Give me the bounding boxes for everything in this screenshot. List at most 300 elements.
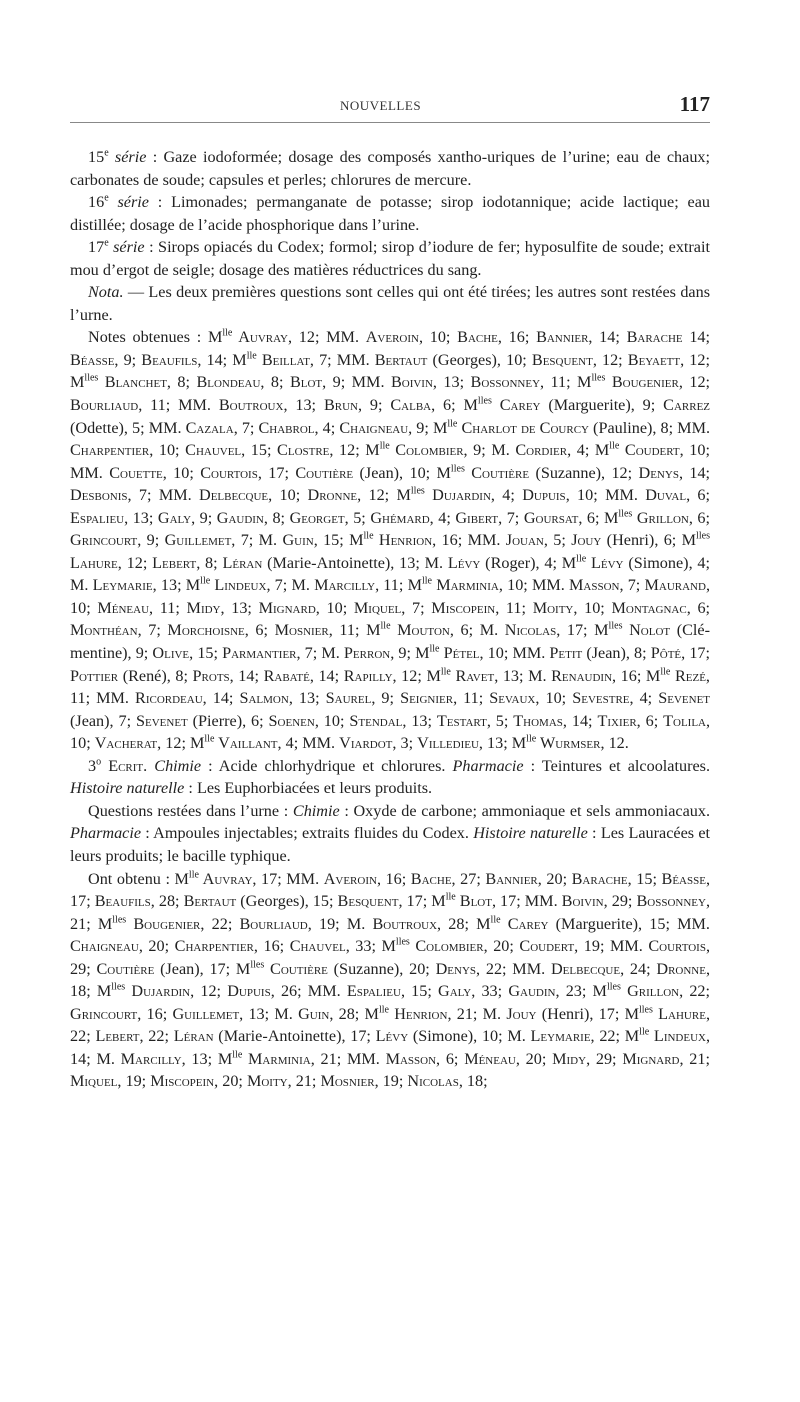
person-name: Bache: [410, 869, 452, 888]
person-name: Charpentier: [174, 937, 254, 956]
superscript: lle: [222, 327, 233, 339]
text-run: , 4;: [629, 689, 659, 708]
person-name: Dronne: [656, 959, 706, 978]
text-run: , 18;: [458, 1072, 488, 1091]
text-run: 15: [88, 148, 105, 166]
text-run: , 7; M.: [266, 576, 315, 595]
superscript: lles: [450, 463, 465, 475]
page-header: [70, 92, 710, 123]
text-run: , 21; M: [70, 892, 710, 933]
person-name: Bourliaud: [239, 914, 308, 933]
person-name: Miquel: [353, 598, 402, 617]
text-run: , 9; MM.: [322, 373, 391, 392]
person-name: Blanchet: [98, 373, 167, 392]
text-run: (Clémentine), 9;: [70, 621, 710, 663]
person-name: Jouy: [571, 531, 602, 550]
text-run: (Jean), 10; M: [353, 463, 451, 482]
person-name: Lahure: [70, 553, 118, 572]
italic-text: Histoire naturelle: [70, 779, 185, 798]
person-name: Thomas: [513, 711, 563, 730]
text-run: , 6;: [686, 486, 711, 505]
text-run: : Les Euphorbiacées et leurs produits.: [184, 779, 433, 798]
text-run: , 9;: [137, 531, 165, 550]
person-name: Leymarie: [530, 1027, 591, 1046]
paragraph: [70, 868, 710, 1093]
text-run: , 28; M: [329, 1004, 379, 1023]
text-run: (Henri), 6; M: [601, 531, 697, 550]
person-name: Miquel: [70, 1072, 118, 1091]
text-run: , 12; M: [392, 666, 441, 685]
paragraph: [70, 191, 710, 236]
person-name: Pôté: [650, 644, 682, 663]
body-text: [70, 146, 710, 1093]
person-name: Marminia: [432, 576, 499, 595]
text-run: (Henri), 17; M: [536, 1004, 639, 1023]
text-run: , 13;: [124, 508, 158, 527]
person-name: Averoin: [365, 328, 419, 347]
person-name: Gaudin: [216, 508, 264, 527]
person-name: Galy: [438, 982, 472, 1001]
person-name: Blot: [289, 373, 323, 392]
text-run: , 33; M: [345, 937, 396, 956]
superscript: lle: [380, 621, 391, 633]
text-run: , 10; MM.: [565, 486, 646, 505]
text-run: , 14;: [309, 666, 344, 685]
text-run: , 6;: [686, 598, 711, 617]
text-run: , 16;: [137, 1004, 173, 1023]
text-run: , 6;: [688, 508, 710, 527]
person-name: Galy: [157, 508, 192, 527]
text-run: , 9;: [114, 350, 142, 369]
text-run: , 12;: [117, 553, 153, 572]
person-name: Lahure: [652, 1004, 706, 1023]
text-run: , 11;: [453, 689, 490, 708]
text-run: , 29;: [603, 892, 637, 911]
superscript: lle: [609, 440, 620, 452]
text-run: , 28;: [150, 892, 184, 911]
superscript: lle: [379, 440, 390, 452]
person-name: Salmon: [239, 689, 289, 708]
person-name: Goursat: [523, 508, 579, 527]
person-name: Wurmser: [536, 734, 601, 753]
person-name: Guin: [298, 1004, 330, 1023]
superscript: lles: [250, 959, 265, 971]
text-run: , 10; MM.: [70, 441, 710, 482]
person-name: Coutière: [295, 463, 354, 482]
text-run: , 13;: [220, 598, 259, 617]
superscript: lles: [638, 1004, 653, 1016]
text-run: , 10;: [535, 689, 573, 708]
person-name: Brun: [323, 396, 358, 415]
person-name: Chaigneau: [339, 418, 409, 437]
person-name: Coutière: [264, 959, 328, 978]
person-name: Charlot de Courcy: [457, 418, 589, 437]
person-name: Delbecque: [550, 959, 621, 978]
text-run: (Roger), 4; M: [480, 553, 577, 572]
text-run: (Georges), 10;: [427, 350, 532, 369]
text-run: , 11; MM.: [138, 396, 219, 415]
text-run: , 6;: [436, 1049, 465, 1068]
text-run: (Simone), 4; M.: [70, 553, 711, 595]
person-name: Moity: [246, 1072, 288, 1091]
text-run: , 10;: [315, 598, 354, 617]
text-run: 16: [88, 193, 105, 212]
text-run: , 7;: [619, 576, 645, 595]
superscript: lles: [410, 485, 425, 497]
person-name: Gaudin: [508, 982, 556, 1001]
paragraph: [70, 755, 710, 800]
person-name: Nicolas: [407, 1072, 459, 1091]
text-run: , 22;: [139, 1027, 174, 1046]
superscript: lle: [204, 733, 215, 745]
text-run: , 27;: [451, 869, 486, 888]
person-name: Colombier: [409, 937, 484, 956]
text-run: , 9;: [191, 508, 217, 527]
person-name: Bougenier: [126, 914, 201, 933]
person-name: Béasse: [70, 350, 115, 369]
text-run: 3: [88, 756, 97, 775]
text-run: : Les Lauracées et leurs produits; le bacille typhique.: [70, 824, 711, 865]
text-run: , 21; M.: [447, 1004, 507, 1023]
person-name: Denys: [638, 463, 679, 482]
paragraph: [70, 800, 710, 868]
person-name: Testart: [436, 711, 487, 730]
text-run: , 14;: [202, 689, 240, 708]
person-name: Bourliaud: [70, 396, 139, 415]
person-name: Espalieu: [346, 982, 401, 1001]
text-run: (Georges), 15;: [236, 892, 338, 911]
person-name: Blot: [455, 892, 492, 911]
text-run: , 6;: [244, 621, 275, 640]
person-name: Coudert: [519, 937, 575, 956]
text-run: , 3;: [392, 734, 418, 753]
paragraph: [70, 236, 710, 281]
person-name: Midy: [552, 1049, 587, 1068]
text-run: : Teintures et alcoolatures.: [523, 756, 710, 775]
text-run: , 15;: [627, 869, 662, 888]
text-run: , 11;: [495, 598, 533, 617]
person-name: Lebert: [95, 1027, 140, 1046]
person-name: Tixier: [597, 711, 637, 730]
person-name: Calba: [390, 396, 432, 415]
text-run: , 6; M.: [449, 621, 505, 640]
text-run: , 15;: [189, 644, 223, 663]
text-run: , 26; MM.: [270, 982, 347, 1001]
person-name: Bougenier: [605, 373, 679, 392]
text-run: , 7; M.: [231, 531, 283, 550]
text-run: , 12;: [678, 373, 711, 392]
text-run: (Simone), 10; M.: [408, 1027, 531, 1046]
text-run: Notes obtenues : M: [88, 328, 223, 347]
person-name: Averoin: [323, 869, 377, 888]
page-number: 117: [679, 92, 710, 116]
person-name: Grincourt: [70, 1004, 138, 1023]
superscript: lle: [440, 666, 451, 678]
person-name: Besquent: [531, 350, 593, 369]
text-run: , 10; MM.: [498, 576, 569, 595]
person-name: Mignard: [258, 598, 316, 617]
person-name: Guillemet: [164, 531, 232, 550]
person-name: Marcilly: [120, 1049, 182, 1068]
text-run: , 7;: [233, 418, 259, 437]
person-name: Midy: [186, 598, 221, 617]
person-name: Beyaett: [627, 350, 681, 369]
text-run: , 11;: [149, 598, 187, 617]
text-run: (Marguerite), 15; MM.: [548, 914, 710, 933]
text-run: , 10;: [70, 576, 710, 617]
text-run: , 4; M: [567, 441, 610, 460]
superscript: lles: [606, 981, 621, 993]
text-run: , 7; M.: [296, 644, 344, 663]
superscript: lles: [608, 621, 623, 633]
person-name: Carey: [491, 396, 541, 415]
person-name: Bannier: [536, 328, 589, 347]
text-run: , 17;: [257, 463, 296, 482]
person-name: Mignard: [622, 1049, 680, 1068]
person-name: Boivin: [561, 892, 604, 911]
person-name: Jouan: [505, 531, 544, 550]
person-name: Chauvel: [289, 937, 346, 956]
text-run: , 20;: [483, 937, 520, 956]
superscript: lle: [639, 1026, 650, 1038]
person-name: Monthéan: [70, 621, 138, 640]
person-name: Guin: [282, 531, 314, 550]
text-run: , 22; M: [590, 1027, 640, 1046]
superscript: lles: [112, 914, 127, 926]
person-name: Mosnier: [274, 621, 329, 640]
text-run: , 7;: [137, 621, 168, 640]
text-run: , 20;: [515, 1049, 553, 1068]
text-run: 14;: [682, 328, 711, 347]
person-name: Ricordeau: [135, 689, 203, 708]
text-run: , 13;: [288, 689, 326, 708]
person-name: Bertaut: [183, 892, 237, 911]
person-name: Rezé: [670, 666, 706, 685]
person-name: Méneau: [464, 1049, 516, 1068]
person-name: Couette: [109, 463, 163, 482]
text-run: (Marguerite), 9;: [540, 396, 664, 415]
person-name: Méneau: [97, 598, 150, 617]
text-run: , 10;: [314, 711, 350, 730]
person-name: Lévy: [447, 553, 481, 572]
text-run: , 8;: [166, 373, 197, 392]
text-run: , 16; MM.: [432, 531, 506, 550]
text-run: , 17; M: [556, 621, 609, 640]
person-name: Boutroux: [218, 396, 284, 415]
superscript: lles: [618, 508, 633, 520]
text-run: , 19;: [374, 1072, 408, 1091]
text-run: , 20;: [214, 1072, 247, 1091]
superscript: o: [96, 756, 102, 768]
text-run: , 4;: [314, 418, 340, 437]
person-name: Parmantier: [222, 644, 297, 663]
person-name: Rabaté: [263, 666, 310, 685]
person-name: Bossonney: [636, 892, 706, 911]
text-run: , 29;: [70, 937, 710, 978]
person-name: Saurel: [325, 689, 372, 708]
superscript: lle: [447, 418, 458, 430]
text-run: , 16;: [497, 328, 537, 347]
text-run: , 9; M: [390, 644, 430, 663]
text-run: , 9;: [371, 689, 401, 708]
text-run: , 11; M: [328, 621, 381, 640]
person-name: Dupuis: [522, 486, 566, 505]
italic-text: Chimie: [154, 756, 202, 775]
text-run: , 8;: [260, 373, 290, 392]
text-run: : Oxyde de carbone; ammoniaque et sels ammoniacaux.: [339, 801, 710, 820]
superscript: lle: [421, 576, 432, 587]
superscript: lle: [429, 643, 440, 655]
superscript: lle: [188, 869, 199, 881]
text-run: , 17;: [70, 869, 710, 911]
paragraph: [70, 326, 710, 754]
italic-text: série: [108, 238, 145, 257]
person-name: Coutière: [464, 463, 530, 482]
person-name: Prots: [192, 666, 230, 685]
text-run: , 7; MM.: [127, 486, 199, 505]
text-run: , 17; M: [398, 892, 446, 911]
person-name: Courtois: [648, 937, 706, 956]
text-run: , 4;: [490, 486, 523, 505]
person-name: Viardot: [339, 734, 393, 753]
superscript: lle: [490, 914, 501, 926]
paragraph: [70, 146, 710, 191]
person-name: Morchoisne: [167, 621, 245, 640]
text-run: , 13;: [432, 373, 471, 392]
text-run: , 12; M: [357, 486, 411, 505]
person-name: Bertaut: [374, 350, 428, 369]
superscript: lle: [363, 530, 374, 542]
superscript: lles: [84, 373, 99, 385]
text-run: , 5;: [486, 711, 514, 730]
text-run: , 15;: [241, 441, 278, 460]
text-run: , 22;: [200, 914, 240, 933]
superscript: lle: [576, 553, 587, 565]
text-run: — Les deux premières questions sont celles qui ont été tirées; les autres sont restées dans l’urne.: [70, 283, 710, 324]
text-run: , 15; M: [313, 531, 364, 550]
person-name: Perron: [343, 644, 391, 663]
person-name: Auvray: [198, 869, 253, 888]
superscript: lle: [200, 576, 211, 587]
text-run: (Pauline), 8; MM.: [588, 418, 711, 437]
text-run: (Marie-Antoinette), 13; M.: [262, 553, 448, 572]
text-run: , 10;: [149, 441, 186, 460]
text-run: , 11; M: [540, 373, 592, 392]
person-name: Boutroux: [372, 914, 438, 933]
person-name: Dupuis: [227, 982, 271, 1001]
person-name: Jouy: [506, 1004, 537, 1023]
superscript: lles: [395, 936, 410, 948]
text-run: , 15;: [400, 982, 439, 1001]
text-run: , 14;: [229, 666, 264, 685]
text-run: , 7; MM.: [309, 350, 375, 369]
person-name: Sevenet: [658, 689, 711, 708]
text-run: Questions restées dans l’urne :: [88, 801, 293, 820]
italic-text: série: [108, 193, 149, 212]
person-name: Lindeux: [649, 1027, 706, 1046]
text-run: , 13; M: [478, 734, 527, 753]
text-run: , 4;: [429, 508, 456, 527]
person-name: Auvray: [232, 328, 288, 347]
superscript: lles: [477, 395, 492, 407]
text-run: 17: [88, 238, 105, 257]
text-run: : Acide chlorhydrique et chlorures.: [201, 756, 453, 775]
text-run: (Odette), 5; MM.: [70, 418, 186, 437]
text-run: , 18; M: [70, 959, 710, 1001]
italic-text: Histoire naturelle: [473, 824, 588, 843]
text-run: , 16;: [376, 869, 411, 888]
person-name: Dronne: [307, 486, 358, 505]
text-run: , 12; MM.: [288, 328, 366, 347]
person-name: Bache: [457, 328, 498, 347]
text-run: , 24;: [620, 959, 657, 978]
person-name: Beaufils: [94, 892, 151, 911]
superscript: lles: [591, 373, 606, 385]
running-head: NOUVELLES: [340, 98, 422, 113]
text-run: , 6;: [636, 711, 664, 730]
text-run: , 33;: [471, 982, 509, 1001]
text-run: : Limonades; permanganate de potasse; sirop iodotannique; acide lactique; eau distillée; dosage de l’acide phosphorique dans l’urine.: [70, 193, 710, 234]
text-run: , 5;: [543, 531, 572, 550]
person-name: Mouton: [390, 621, 450, 640]
person-name: Grillon: [632, 508, 689, 527]
person-name: Chabrol: [258, 418, 315, 437]
text-run: , 22;: [70, 1004, 710, 1046]
text-run: , 13; M.: [239, 1004, 299, 1023]
person-name: Pétel: [439, 644, 480, 663]
text-run: (Jean), 8;: [582, 644, 651, 663]
text-run: , 8;: [196, 553, 223, 572]
text-run: , 13; M: [181, 1049, 233, 1068]
person-name: Carey: [500, 914, 549, 933]
person-name: Moity: [532, 598, 574, 617]
person-name: Barache: [626, 328, 683, 347]
text-run: , 14;: [678, 463, 711, 482]
superscript: lle: [445, 891, 456, 903]
person-name: Henrion: [373, 531, 433, 550]
text-run: : Ampoules injectables; extraits fluides du Codex.: [141, 824, 474, 843]
text-run: , 13;: [283, 396, 324, 415]
text-run: , 10;: [573, 598, 612, 617]
person-name: Masson: [385, 1049, 437, 1068]
person-name: Lévy: [586, 553, 624, 572]
text-run: , 11; MM.: [70, 666, 710, 708]
person-name: Henrion: [388, 1004, 448, 1023]
person-name: Maurand: [644, 576, 706, 595]
person-name: Petit: [549, 644, 583, 663]
person-name: Tolila: [663, 711, 707, 730]
text-run: , 17; MM.: [252, 869, 324, 888]
text-run: , 9; M.: [463, 441, 516, 460]
text-run: , 10; MM.: [479, 644, 550, 663]
text-run: , 16;: [253, 937, 290, 956]
text-run: , 12.: [600, 734, 629, 753]
person-name: Léran: [173, 1027, 214, 1046]
person-name: Chauvel: [185, 441, 242, 460]
text-run: , 21;: [287, 1072, 321, 1091]
text-run: , 9; M: [408, 418, 448, 437]
person-name: Stendal: [349, 711, 403, 730]
text-run: , 20;: [138, 937, 175, 956]
person-name: Olive: [152, 644, 190, 663]
text-run: , 21;: [679, 1049, 710, 1068]
person-name: Espalieu: [70, 508, 125, 527]
text-run: , 29;: [586, 1049, 623, 1068]
text-run: , 6; M: [578, 508, 619, 527]
text-run: (Suzanne), 20;: [327, 959, 436, 978]
text-run: , 19; MM.: [574, 937, 649, 956]
text-run: , 9;: [357, 396, 391, 415]
